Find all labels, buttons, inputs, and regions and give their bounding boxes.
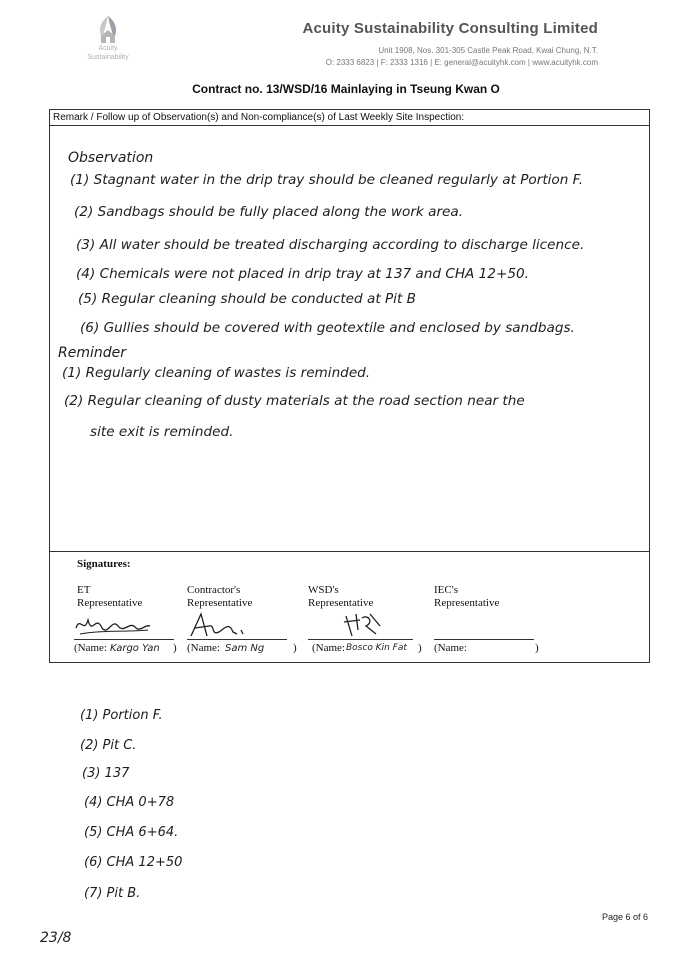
location-item: (7) Pit B. bbox=[84, 886, 141, 901]
location-item: (1) Portion F. bbox=[80, 708, 163, 723]
company-address: Unit 1908, Nos. 301-305 Castle Peak Road, Kwai Chung, N.T. bbox=[378, 46, 598, 55]
wsd-name-value: Bosco Kin Fat bbox=[346, 643, 407, 653]
contractor-signature-line bbox=[187, 639, 287, 640]
rep-role-line2: Representative bbox=[187, 597, 253, 609]
location-item: (3) 137 bbox=[82, 766, 130, 781]
contractor-name-label: (Name: bbox=[187, 642, 220, 654]
observation-item: (1) Stagnant water in the drip tray should be cleaned regularly at Portion F. bbox=[70, 172, 584, 188]
signature-divider bbox=[50, 551, 649, 552]
reminder-item: (2) Regular cleaning of dusty materials at the road section near the bbox=[64, 393, 525, 409]
contractor-name-value: Sam Ng bbox=[225, 643, 265, 654]
company-contact: O: 2333 6823 | F: 2333 1316 | E: general@acuityhk.com | www.acuityhk.com bbox=[325, 58, 598, 67]
wsd-name-label: (Name: bbox=[312, 642, 345, 654]
logo-text-2: Sustainability bbox=[87, 54, 129, 61]
reminder-item: site exit is reminded. bbox=[90, 424, 234, 440]
wsd-representative bbox=[308, 584, 418, 610]
rep-role: ET bbox=[77, 584, 91, 596]
signatures-title: Signatures: bbox=[77, 558, 131, 570]
rep-role: Contractor's bbox=[187, 584, 241, 596]
wsd-name-close: ) bbox=[418, 642, 422, 654]
location-item: (5) CHA 6+64. bbox=[84, 825, 179, 840]
wsd-signature-line bbox=[308, 639, 413, 640]
company-logo bbox=[78, 14, 138, 74]
reminder-heading: Reminder bbox=[58, 345, 126, 361]
et-signature-line bbox=[74, 639, 174, 640]
et-name-label: (Name: bbox=[74, 642, 107, 654]
iec-name-close: ) bbox=[535, 642, 539, 654]
contractor-signature bbox=[185, 610, 265, 640]
observation-item: (4) Chemicals were not placed in drip tray at 137 and CHA 12+50. bbox=[76, 266, 529, 282]
reminder-item: (1) Regularly cleaning of wastes is reminded. bbox=[62, 365, 371, 381]
iec-name-label: (Name: bbox=[434, 642, 467, 654]
leaf-house-logo-icon bbox=[94, 14, 122, 44]
et-representative bbox=[77, 584, 187, 610]
et-name-close: ) bbox=[173, 642, 177, 654]
company-name: Acuity Sustainability Consulting Limited bbox=[302, 20, 598, 37]
inspection-form bbox=[49, 109, 650, 663]
location-item: (2) Pit C. bbox=[80, 738, 137, 753]
remark-header: Remark / Follow up of Observation(s) and Non-compliance(s) of Last Weekly Site Inspection: bbox=[50, 110, 649, 126]
location-item: (4) CHA 0+78 bbox=[84, 795, 175, 810]
observation-item: (2) Sandbags should be fully placed along the work area. bbox=[74, 204, 464, 220]
logo-text-1: Acuity bbox=[98, 45, 118, 52]
page-number: Page 6 of 6 bbox=[601, 912, 648, 922]
rep-role: IEC's bbox=[434, 584, 458, 596]
et-signature bbox=[72, 610, 152, 640]
rep-role-line2: Representative bbox=[77, 597, 143, 609]
rep-role-line2: Representative bbox=[434, 597, 500, 609]
wsd-signature bbox=[340, 610, 390, 640]
observation-item: (5) Regular cleaning should be conducted at Pit B bbox=[78, 291, 416, 307]
rep-role-line2: Representative bbox=[308, 597, 374, 609]
contract-title: Contract no. 13/WSD/16 Mainlaying in Tseung Kwan O bbox=[192, 82, 500, 96]
contractor-name-close: ) bbox=[293, 642, 297, 654]
observation-heading: Observation bbox=[68, 150, 154, 166]
date-note: 23/8 bbox=[40, 930, 72, 946]
contractor-representative bbox=[187, 584, 297, 610]
location-item: (6) CHA 12+50 bbox=[84, 855, 183, 870]
observation-item: (6) Gullies should be covered with geotextile and enclosed by sandbags. bbox=[80, 320, 575, 336]
rep-role: WSD's bbox=[308, 584, 339, 596]
iec-representative bbox=[434, 584, 544, 610]
company-block bbox=[302, 20, 598, 67]
iec-signature-line bbox=[434, 639, 534, 640]
et-name-value: Kargo Yan bbox=[110, 643, 160, 654]
observation-item: (3) All water should be treated discharging according to discharge licence. bbox=[76, 237, 585, 253]
